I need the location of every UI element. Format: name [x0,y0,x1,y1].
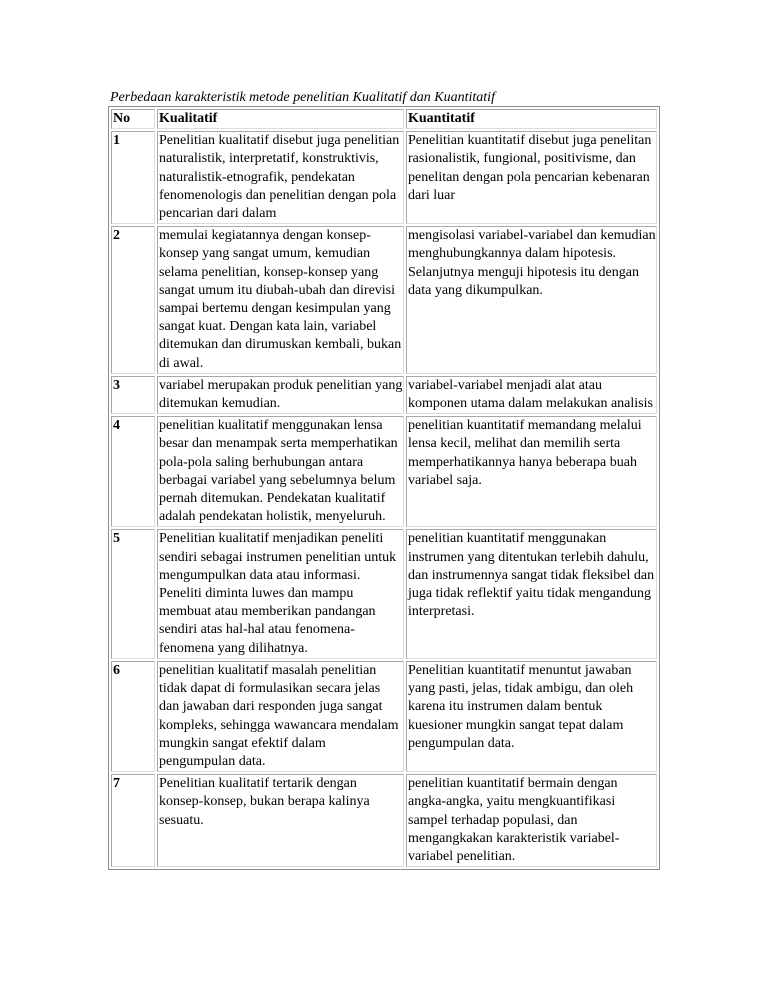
table-row [111,774,657,867]
header-row [111,109,657,129]
table-row [111,529,657,658]
kualitatif-cell: memulai kegiatannya dengan konsep-konsep yang sangat umum, kemudian selama penelitian, konsep-konsep yang sangat umum itu diubah-ubah dan direvisi sampai bertemu dengan kesimpulan yang sangat kuat. Dengan kata lain, variabel ditemukan dan dirumuskan kembali, bukan di awal. [157,226,404,374]
kuantitatif-cell: Penelitian kuantitatif disebut juga penelitan rasionalistik, fungional, positivisme, dan penelitan dengan pola pencarian kebenaran dari luar [406,131,657,224]
kualitatif-cell: penelitian kualitatif masalah penelitian tidak dapat di formulasikan secara jelas dan jawaban dari responden juga sangat kompleks, sehingga wawancara mendalam mungkin sangat efektif dalam pengumpulan data. [157,661,404,772]
header-no: No [111,109,155,129]
kuantitatif-cell: variabel-variabel menjadi alat atau komponen utama dalam melakukan analisis [406,376,657,414]
kualitatif-cell: penelitian kualitatif menggunakan lensa besar dan menampak serta memperhatikan pola-pola saling berhubungan antara berbagai variabel yang sebelumnya belum pernah ditemukan. Pendekatan kualitatif adalah pendekatan holistik, menyeluruh. [157,416,404,527]
row-number: 3 [111,376,155,414]
kuantitatif-cell: Penelitian kuantitatif menuntut jawaban yang pasti, jelas, tidak ambigu, dan oleh karena itu instrumen dalam bentuk kuesioner mungkin sangat tepat dalam pengumpulan data. [406,661,657,772]
table-row [111,226,657,374]
row-number: 2 [111,226,155,374]
row-number: 5 [111,529,155,658]
kualitatif-cell: Penelitian kualitatif menjadikan peneliti sendiri sebagai instrumen penelitian untuk mengumpulkan data atau informasi. Peneliti diminta luwes dan mampu membuat atau memberikan pandangan sendiri atas hal-hal atau fenomena-fenomena yang dilihatnya. [157,529,404,658]
kualitatif-cell: Penelitian kualitatif disebut juga penelitian naturalistik, interpretatif, konstruktivis, naturalistik-etnografik, pendekatan fenomenologis dan penelitian dengan pola pencarian dari dalam [157,131,404,224]
kuantitatif-cell: mengisolasi variabel-variabel dan kemudian menghubungkannya dalam hipotesis. Selanjutnya menguji hipotesis itu dengan data yang dikumpulkan. [406,226,657,374]
kuantitatif-cell: penelitian kuantitatif menggunakan instrumen yang ditentukan terlebih dahulu, dan instrumennya sangat tidak fleksibel dan juga tidak reflektif yaitu tidak mengandung interpretasi. [406,529,657,658]
table-row [111,376,657,414]
kuantitatif-cell: penelitian kuantitatif memandang melalui lensa kecil, melihat dan memilih serta memperhatikannya hanya beberapa buah variabel saja. [406,416,657,527]
row-number: 7 [111,774,155,867]
table-row [111,131,657,224]
comparison-table [108,106,660,870]
row-number: 6 [111,661,155,772]
table-row [111,661,657,772]
header-kuantitatif: Kuantitatif [406,109,657,129]
table-caption: Perbedaan karakteristik metode penelitian Kualitatif dan Kuantitatif [110,90,495,105]
kualitatif-cell: Penelitian kualitatif tertarik dengan konsep-konsep, bukan berapa kalinya sesuatu. [157,774,404,867]
kuantitatif-cell: penelitian kuantitatif bermain dengan angka-angka, yaitu mengkuantifikasi sampel terhadap populasi, dan mengangkakan karakteristik variabel-variabel penelitian. [406,774,657,867]
row-number: 1 [111,131,155,224]
row-number: 4 [111,416,155,527]
header-kualitatif: Kualitatif [157,109,404,129]
kualitatif-cell: variabel merupakan produk penelitian yang ditemukan kemudian. [157,376,404,414]
table-row [111,416,657,527]
